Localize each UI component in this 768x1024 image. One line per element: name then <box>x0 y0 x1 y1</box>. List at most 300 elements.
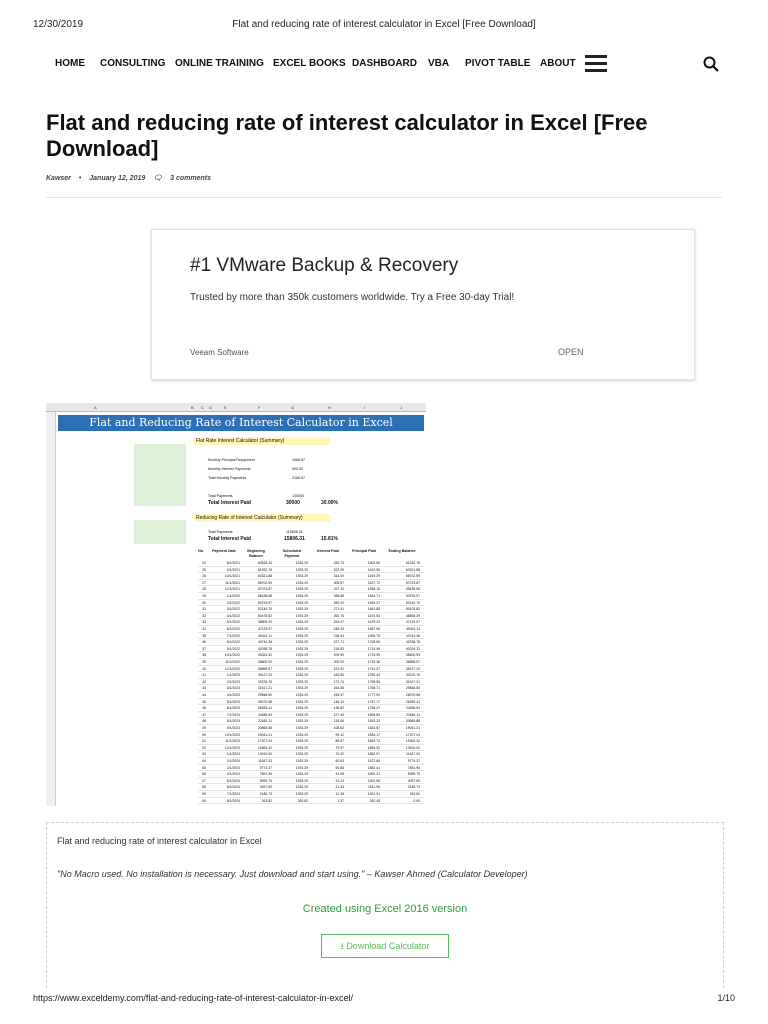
ad-open-button[interactable]: OPEN <box>558 347 584 357</box>
table-cell: 7891.96 <box>259 772 272 777</box>
flat-value-1: 1666.67 <box>292 458 305 462</box>
table-cell: 1661.88 <box>367 607 380 612</box>
table-cell: 1750.44 <box>367 673 380 678</box>
reducing-total-interest-value: 15806.31 <box>284 536 305 542</box>
table-cell: 108.62 <box>333 726 344 730</box>
reducing-total-interest-pct: 15.81% <box>321 536 338 542</box>
search-icon[interactable] <box>702 55 720 73</box>
nav-vba[interactable]: VBA <box>428 58 450 69</box>
version-note: Created using Excel 2016 version <box>302 903 468 915</box>
table-cell: 54 <box>202 759 206 763</box>
table-cell: 41 <box>202 673 206 678</box>
table-cell: 1759.55 <box>367 679 380 684</box>
table-cell: 1933.29 <box>295 699 308 704</box>
table-cell: 1933.29 <box>295 719 308 724</box>
table-row <box>198 587 424 593</box>
table-cell: 5/1/2024 <box>226 778 240 783</box>
table-cell: 200.93 <box>333 660 344 664</box>
table-cell: 10/1/2022 <box>224 653 240 658</box>
table-cell: 1602.56 <box>367 561 380 565</box>
table-cell: 38600.93 <box>405 653 420 658</box>
table-cell: 209.90 <box>333 653 344 658</box>
table-cell: 29848.50 <box>405 686 420 691</box>
table-cell: 61932.78 <box>405 561 420 565</box>
table-cell: 1696.75 <box>367 633 380 638</box>
table-row <box>198 660 424 666</box>
table-cell: 1805.83 <box>367 712 380 717</box>
developer-quote: "No Macro used. No installation is necessary. Just download and start using." – Kawser Ahmed (Calculator Developer) <box>57 869 528 879</box>
table-cell: 4/1/2024 <box>226 772 240 777</box>
download-button-label: Download Calculator <box>346 941 430 951</box>
column-header: G <box>291 405 295 410</box>
table-cell: 9/1/2022 <box>226 646 240 651</box>
table-cell: 40 <box>202 666 206 671</box>
table-cell: 127.46 <box>333 712 344 717</box>
table-cell: 4097.69 <box>259 785 272 790</box>
table-cell: 1882.41 <box>367 765 380 770</box>
table-cell: 46 <box>202 706 206 711</box>
date-separator-icon: • <box>78 175 82 182</box>
table-cell: 89.57 <box>335 739 344 744</box>
table-row <box>198 561 424 567</box>
table-cell: 45 <box>202 699 206 704</box>
flat-total-interest-pct: 30.00% <box>321 500 338 506</box>
table-cell: 1933.29 <box>295 561 308 565</box>
page-title: Flat and reducing rate of interest calculator in Excel [Free Download] <box>46 110 648 161</box>
table-cell: 1933.29 <box>295 613 308 618</box>
table-cell: 40324.32 <box>405 646 420 651</box>
table-cell: 1862.97 <box>367 752 380 757</box>
page-url[interactable]: https://www.exceldemy.com/flat-and-reducing-rate-of-interest-calculator-in-excel/ <box>33 993 353 1003</box>
table-cell: 43 <box>202 686 206 691</box>
table-row <box>198 680 424 686</box>
table-cell: 271.41 <box>333 607 344 612</box>
column-header: C <box>201 405 204 410</box>
print-date: 12/30/2019 <box>33 19 84 30</box>
table-cell: 43744.36 <box>257 640 272 645</box>
table-cell: 1/1/2023 <box>226 673 240 678</box>
nav-pivot-table[interactable]: PIVOT TABLE <box>465 58 531 69</box>
table-cell: 1705.58 <box>367 640 380 645</box>
table-row <box>198 772 424 778</box>
author-link[interactable]: Kawser <box>46 175 71 182</box>
column-header: H <box>328 405 331 410</box>
table-row <box>198 574 424 580</box>
table-cell: 26 <box>202 574 206 579</box>
table-cell: 70.32 <box>335 752 344 757</box>
table-cell: 33 <box>202 620 206 625</box>
flat-section-title: Flat Rate Interest Calculator (Summary) <box>194 437 330 445</box>
table-cell: 60.63 <box>335 759 344 763</box>
table-cell: 245.33 <box>333 627 344 631</box>
table-row <box>198 653 424 659</box>
th-interest-paid: Interest Paid <box>317 549 339 553</box>
table-cell: 52140.70 <box>405 600 420 605</box>
table-cell: 39 <box>202 660 206 664</box>
table-cell: 13510.00 <box>405 745 420 750</box>
table-cell: 4/1/2023 <box>226 693 240 697</box>
reducing-total-payments-value: 115806.31 <box>286 530 303 534</box>
table-row <box>198 686 424 692</box>
table-cell: 305.57 <box>333 580 344 585</box>
table-cell: 34 <box>202 627 206 631</box>
table-cell: 0.00 <box>413 798 420 803</box>
table-cell: 173.74 <box>333 679 344 684</box>
table-cell: 60 <box>202 798 206 803</box>
input-area-top <box>134 444 186 506</box>
table-cell: 1933.29 <box>295 739 308 744</box>
table-cell: 1933.29 <box>295 567 308 572</box>
table-cell: 51 <box>202 739 206 744</box>
table-cell: 5999.75 <box>407 772 420 777</box>
table-cell: 42038.78 <box>257 646 272 651</box>
table-cell: 19041.21 <box>257 732 272 737</box>
table-cell: 8/1/2021 <box>226 561 240 565</box>
table-cell: 1933.29 <box>295 627 308 631</box>
table-cell: 11.38 <box>335 792 344 796</box>
main-nav <box>55 55 720 75</box>
table-cell: 1892.21 <box>367 772 380 777</box>
table-row <box>198 667 424 673</box>
th-ending-balance: Ending Balance <box>388 549 416 553</box>
reducing-total-interest-label: Total Interest Paid <box>208 536 251 542</box>
table-cell: 52 <box>202 745 206 750</box>
table-row <box>198 594 424 600</box>
table-cell: 24 <box>202 561 206 565</box>
table-cell: 19041.21 <box>405 726 420 730</box>
table-cell: 254.07 <box>333 620 344 625</box>
table-cell: 9/1/2021 <box>226 567 240 572</box>
table-cell: 29848.50 <box>257 693 272 697</box>
table-cell: 32 <box>202 613 206 618</box>
comment-icon: 🗨 <box>153 175 163 182</box>
table-cell: 60321.88 <box>405 567 420 572</box>
th-scheduled-payment: Scheduled Payment <box>282 549 302 558</box>
table-cell: 1933.29 <box>295 752 308 757</box>
table-row <box>198 614 424 620</box>
table-cell: 9774.37 <box>259 765 272 770</box>
table-cell: 36 <box>202 640 206 645</box>
table-cell: 7/1/2022 <box>226 633 240 638</box>
table-cell: 1687.96 <box>367 627 380 631</box>
table-cell: 11/1/2021 <box>225 580 240 585</box>
table-cell: 48808.29 <box>405 613 420 618</box>
table-cell: 47129.07 <box>257 627 272 631</box>
flat-total-payments-label: Total Payments <box>208 494 233 498</box>
table-cell: 49 <box>202 726 206 730</box>
th-principal-paid: Principal Paid <box>352 549 376 553</box>
table-cell: 322.39 <box>333 567 344 572</box>
table-cell: 31617.21 <box>405 679 420 684</box>
table-cell: 10/1/2021 <box>224 574 240 579</box>
table-cell: 31 <box>202 607 206 612</box>
table-cell: 1933.29 <box>295 732 308 737</box>
table-cell: 12/1/2023 <box>224 745 240 750</box>
table-cell: 55438.68 <box>405 587 420 592</box>
th-beginning-balance: Beginning Balance <box>247 549 265 558</box>
flat-label-1: Monthly Principal Repayment <box>208 458 255 462</box>
table-cell: 12/1/2022 <box>224 666 240 671</box>
table-cell: 58702.59 <box>257 580 272 585</box>
table-cell: 35127.20 <box>257 673 272 678</box>
column-header: B <box>191 405 194 410</box>
table-cell: 1933.29 <box>295 607 308 612</box>
table-cell: 1834.17 <box>367 732 380 737</box>
table-cell: 1619.29 <box>367 574 380 579</box>
table-cell: 1933.29 <box>295 594 308 598</box>
flat-total-interest-value: 30000 <box>286 500 300 506</box>
table-cell: 37 <box>202 646 206 651</box>
table-cell: 314.00 <box>333 574 344 579</box>
table-cell: 8/1/2022 <box>226 640 240 645</box>
table-cell: 1933.29 <box>295 666 308 671</box>
download-box <box>46 822 724 988</box>
table-cell: 1902.06 <box>367 778 380 783</box>
nav-consulting[interactable]: CONSULTING <box>100 58 166 69</box>
table-cell: 33376.76 <box>257 679 272 684</box>
table-cell: 11/1/2022 <box>225 660 240 664</box>
table-cell: 50 <box>202 732 206 737</box>
table-cell: 1853.32 <box>367 745 380 750</box>
table-cell: 4/1/2022 <box>226 613 240 618</box>
table-cell: 1.37 <box>337 798 344 803</box>
table-cell: 1670.53 <box>367 613 380 618</box>
table-cell: 2/1/2024 <box>226 759 240 763</box>
table-cell: 63535.34 <box>257 561 272 565</box>
nav-home[interactable]: HOME <box>55 58 85 69</box>
spreadsheet-image <box>46 403 426 806</box>
table-cell: 26283.41 <box>405 699 420 704</box>
table-cell: 1796.47 <box>367 706 380 711</box>
table-cell: 1933.29 <box>295 653 308 658</box>
table-cell: 1933.29 <box>295 574 308 579</box>
table-cell: 1911.96 <box>367 785 380 790</box>
table-row <box>198 706 424 712</box>
divider <box>46 197 722 198</box>
table-cell: 11647.03 <box>258 759 272 763</box>
table-cell: 1933.29 <box>295 765 308 770</box>
table-cell: 1933.29 <box>295 693 308 697</box>
table-cell: 3/1/2023 <box>226 686 240 691</box>
table-cell: 11647.03 <box>406 752 420 757</box>
table-cell: 155.37 <box>333 693 344 697</box>
ad-card[interactable] <box>151 229 695 380</box>
table-cell: 1843.72 <box>367 739 380 744</box>
table-cell: 12/1/2021 <box>224 587 240 592</box>
table-cell: 330.73 <box>333 561 344 565</box>
table-cell: 280.02 <box>333 600 344 605</box>
table-row <box>198 693 424 699</box>
table-cell: 11/1/2023 <box>225 739 240 744</box>
table-cell: 48808.29 <box>257 620 272 625</box>
table-cell: 9/1/2023 <box>226 726 240 730</box>
comments-link[interactable]: 3 comments <box>170 175 211 182</box>
table-cell: 43744.36 <box>405 633 420 638</box>
table-cell: 36868.57 <box>405 660 420 664</box>
table-cell: 1933.29 <box>295 686 308 691</box>
table-cell: 6/1/2022 <box>226 627 240 631</box>
table-cell: 262.45 <box>369 798 380 803</box>
table-cell: 1679.22 <box>367 620 380 625</box>
table-cell: 57074.87 <box>257 587 272 592</box>
table-cell: 79.97 <box>335 745 344 750</box>
table-cell: 182.85 <box>333 673 344 678</box>
table-cell: 55438.68 <box>257 594 272 598</box>
table-cell: 1872.66 <box>367 759 380 763</box>
table-row <box>198 752 424 758</box>
th-no: No. <box>198 549 204 553</box>
table-cell: 48 <box>202 719 206 724</box>
table-cell: 263.82 <box>297 798 308 803</box>
table-cell: 1933.29 <box>295 660 308 664</box>
table-cell: 9774.37 <box>407 759 420 763</box>
table-row <box>198 700 424 706</box>
table-cell: 36868.57 <box>257 666 272 671</box>
table-cell: 1933.29 <box>295 785 308 790</box>
table-cell: 1610.90 <box>367 567 380 572</box>
table-cell: 288.58 <box>333 594 344 598</box>
table-row <box>198 792 424 798</box>
table-row <box>198 627 424 633</box>
table-row <box>198 759 424 765</box>
table-cell: 31.23 <box>335 778 344 783</box>
flat-total-interest-label: Total Interest Paid <box>208 500 251 506</box>
table-cell: 56 <box>202 772 206 777</box>
table-cell: 5999.75 <box>259 778 272 783</box>
table-cell: 1933.29 <box>295 712 308 717</box>
table-row <box>198 713 424 719</box>
table-row <box>198 568 424 574</box>
table-cell: 4097.69 <box>407 778 420 783</box>
table-cell: 7891.96 <box>407 765 420 770</box>
column-header: A <box>94 405 97 410</box>
table-cell: 40324.32 <box>257 653 272 658</box>
print-header <box>0 19 768 33</box>
nav-online-training[interactable]: ONLINE TRAINING <box>175 58 264 69</box>
table-cell: 1/1/2024 <box>226 752 240 757</box>
table-cell: 59 <box>202 792 206 796</box>
table-cell: 236.54 <box>333 633 344 638</box>
table-cell: 52140.70 <box>257 607 272 612</box>
table-cell: 1644.71 <box>367 594 380 598</box>
table-cell: 5/1/2023 <box>226 699 240 704</box>
download-calculator-button[interactable] <box>321 934 449 958</box>
table-cell: 50478.82 <box>405 607 420 612</box>
table-cell: 164.58 <box>333 686 344 691</box>
table-cell: 20865.88 <box>257 726 272 730</box>
table-row <box>198 673 424 679</box>
nav-dashboard[interactable]: DASHBOARD <box>352 58 417 69</box>
table-cell: 1933.29 <box>295 600 308 605</box>
table-row <box>198 607 424 613</box>
table-cell: 17207.04 <box>257 739 272 744</box>
table-cell: 20865.88 <box>405 719 420 724</box>
table-cell: 1636.19 <box>367 587 380 592</box>
row-numbers <box>46 412 56 806</box>
table-cell: 30 <box>202 600 206 605</box>
sheet-banner: Flat and Reducing Rate of Interest Calculator in Excel <box>58 415 424 431</box>
table-cell: 1/1/2022 <box>226 594 240 598</box>
table-cell: 29 <box>202 594 206 598</box>
table-cell: 263.82 <box>409 792 420 796</box>
table-cell: 25 <box>202 567 206 572</box>
nav-excel-books[interactable]: EXCEL BOOKS <box>273 58 346 69</box>
table-cell: 22681.11 <box>258 719 272 724</box>
column-header: D <box>209 405 212 410</box>
table-cell: 38600.93 <box>257 660 272 664</box>
ad-title[interactable]: #1 VMware Backup & Recovery <box>190 255 459 276</box>
table-cell: 57074.87 <box>405 580 420 585</box>
table-cell: 10/1/2023 <box>224 732 240 737</box>
table-cell: 45441.11 <box>258 633 272 638</box>
table-cell: 8/1/2024 <box>226 798 240 803</box>
table-row <box>198 799 424 805</box>
table-cell: 35 <box>202 633 206 638</box>
reducing-section-title: Reducing Rate of Interest Calculator (Summary) <box>194 514 330 522</box>
table-cell: 28070.58 <box>405 693 420 697</box>
table-cell: 58702.59 <box>405 574 420 579</box>
table-cell: 35127.20 <box>405 666 420 671</box>
hamburger-icon[interactable] <box>585 55 607 73</box>
table-cell: 1933.29 <box>295 580 308 585</box>
table-cell: 1777.92 <box>367 693 380 697</box>
table-cell: 1933.29 <box>295 706 308 711</box>
table-cell: 2/1/2023 <box>226 679 240 684</box>
table-cell: 31617.21 <box>257 686 272 691</box>
table-row <box>198 581 424 587</box>
table-cell: 28 <box>202 587 206 592</box>
table-row <box>198 620 424 626</box>
table-cell: 1732.36 <box>367 660 380 664</box>
table-cell: 1933.29 <box>295 640 308 645</box>
table-cell: 44 <box>202 693 206 697</box>
table-cell: 1933.29 <box>295 587 308 592</box>
nav-about[interactable]: ABOUT <box>540 58 576 69</box>
table-cell: 2185.73 <box>259 792 272 796</box>
table-cell: 1933.29 <box>295 759 308 763</box>
input-area-bottom <box>134 520 186 544</box>
table-cell: 8/1/2023 <box>226 719 240 724</box>
table-cell: 53793.97 <box>405 594 420 598</box>
table-cell: 263.82 <box>261 798 272 803</box>
table-cell: 6/1/2024 <box>226 785 240 790</box>
table-cell: 1933.29 <box>295 633 308 638</box>
table-cell: 297.10 <box>333 587 344 592</box>
page-number: 1/10 <box>717 993 735 1003</box>
table-cell: 262.76 <box>333 613 344 618</box>
table-cell: 1653.27 <box>367 600 380 605</box>
table-cell: 3/1/2022 <box>226 607 240 612</box>
ad-description: Trusted by more than 350k customers worldwide. Try a Free 30-day Trial! <box>190 292 515 303</box>
table-cell: 15363.32 <box>257 745 272 750</box>
table-cell: 61932.78 <box>257 567 272 572</box>
table-row <box>198 739 424 745</box>
table-cell: 26283.41 <box>257 706 272 711</box>
table-row <box>198 719 424 725</box>
table-cell: 1933.29 <box>295 745 308 750</box>
table-cell: 24486.94 <box>405 706 420 711</box>
table-cell: 3/1/2024 <box>226 765 240 770</box>
table-cell: 47129.07 <box>405 620 420 625</box>
table-cell: 1787.17 <box>367 699 380 704</box>
table-row <box>198 647 424 653</box>
table-cell: 1815.23 <box>367 719 380 724</box>
flat-value-3: 2166.67 <box>292 476 305 480</box>
table-row <box>198 640 424 646</box>
table-row <box>198 785 424 791</box>
table-row <box>198 766 424 772</box>
table-cell: 27 <box>202 580 206 585</box>
